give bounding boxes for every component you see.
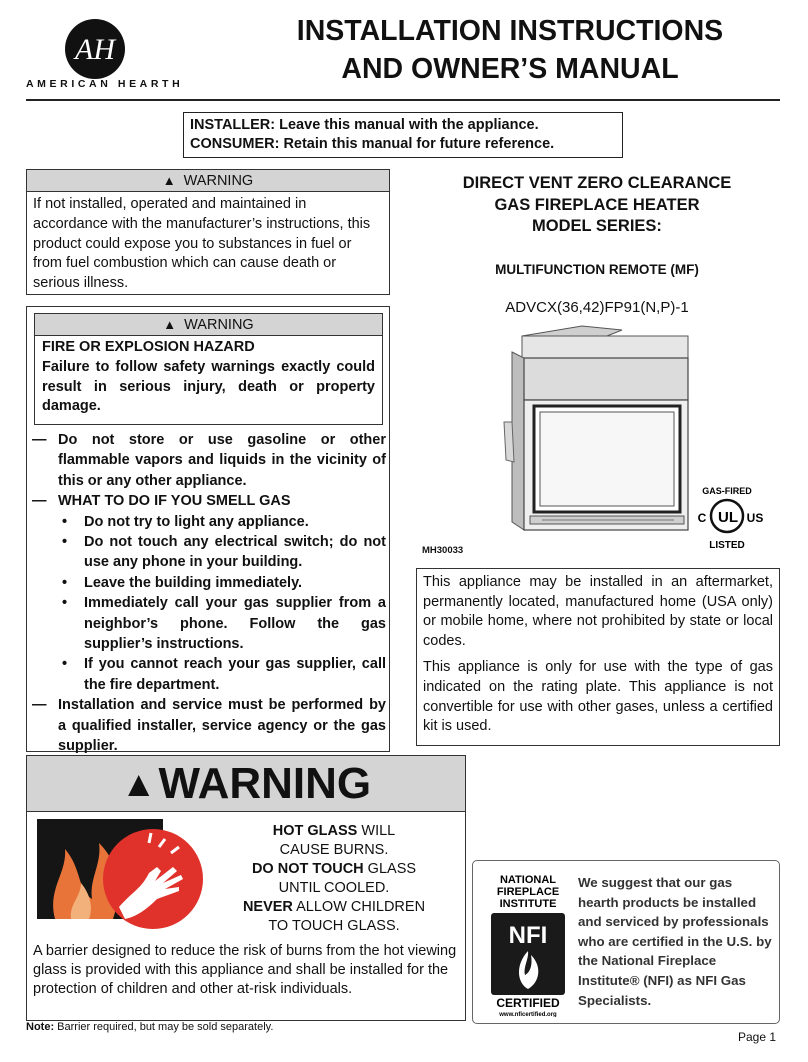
image-code: MH30033	[422, 545, 464, 556]
item-text: Installation and service must be performed by a qualified installer, service agency or the gas supplier.	[58, 697, 386, 755]
consumer-line: CONSUMER: Retain this manual for future reference.	[190, 136, 555, 152]
item-text: Do not try to light any appliance.	[84, 513, 309, 530]
list-subitem	[32, 532, 386, 573]
item-text: WHAT TO DO IF YOU SMELL GAS	[58, 493, 291, 510]
bullet-mark: •	[62, 656, 68, 673]
logo-line: INSTITUTE	[499, 898, 557, 910]
product-subtitle: MULTIFUNCTION REMOTE (MF)	[495, 262, 699, 277]
warning-text: If not installed, operated and maintained in accordance with the manufacturer’s instructions, this product could expose you to substances in fuel or from fuel combustion which can cause death or serious illness.	[33, 196, 371, 292]
gas-type-paragraph: This appliance is only for use with the type of gas indicated on the rating plate. This appliance is not convertible for use with other gases, unless a certified kit is used.	[423, 659, 773, 735]
logo-line: FIREPLACE	[496, 886, 560, 898]
gas-safety-list	[32, 430, 386, 757]
hazard-description: Failure to follow safety warnings exactly could result in serious injury, death or property damage.	[42, 358, 375, 415]
hot-glass-burn-icon	[37, 819, 205, 933]
barrier-note	[26, 1021, 273, 1033]
item-text: Leave the building immediately.	[84, 574, 303, 591]
brand-name: AMERICAN HEARTH	[26, 78, 184, 90]
list-subitem	[32, 593, 386, 654]
installation-notice-box	[416, 568, 780, 746]
list-subitem	[32, 512, 386, 532]
logo-mark: NFI	[508, 922, 548, 949]
message-line	[209, 898, 459, 917]
bullet-mark: •	[62, 513, 68, 530]
title-line-2: AND OWNER’S MANUAL	[341, 53, 679, 85]
warning-heading: WARNING	[158, 759, 372, 808]
page-title	[215, 12, 805, 88]
message-emphasis: HOT GLASS	[272, 823, 358, 839]
nfi-certified-logo	[485, 871, 571, 1017]
message-line	[209, 822, 459, 841]
cert-c-label: C	[697, 511, 707, 525]
note-text: Barrier required, but may be sold separately.	[54, 1021, 274, 1033]
note-label: Note:	[26, 1021, 55, 1033]
list-subitem	[32, 573, 386, 593]
message-text: WILL	[357, 823, 396, 839]
barrier-text: A barrier designed to reduce the risk of burns from the hot viewing glass is provided with this appliance and shall be installed for the protection of children and other at-risk individuals.	[33, 943, 457, 997]
message-line: TO TOUCH GLASS.	[268, 918, 400, 934]
message-line: UNTIL COOLED.	[278, 880, 390, 896]
fire-hazard-warning-box	[34, 313, 383, 425]
installer-notice	[183, 112, 623, 158]
substance-warning-box	[26, 169, 390, 295]
bullet-mark: •	[62, 534, 68, 551]
product-title-line: GAS FIREPLACE HEATER	[494, 195, 700, 214]
message-line	[209, 860, 459, 879]
list-item	[32, 491, 386, 511]
message-emphasis: DO NOT TOUCH	[251, 861, 364, 877]
page-number: Page 1	[738, 1030, 777, 1044]
title-line-1: INSTALLATION INSTRUCTIONS	[296, 15, 724, 47]
product-title-line: DIRECT VENT ZERO CLEARANCE	[462, 174, 732, 192]
cert-us-label: US	[746, 511, 764, 525]
warning-triangle-icon: ▲	[162, 173, 176, 188]
hot-glass-message	[209, 822, 459, 936]
logo-certified: CERTIFIED	[496, 996, 560, 1010]
logo-monogram: AH	[75, 33, 115, 66]
dash-mark: —	[32, 493, 47, 510]
message-line: CAUSE BURNS.	[279, 842, 389, 858]
logo-url: www.nficertified.org	[499, 1012, 557, 1017]
item-text: Do not touch any electrical switch; do not use any phone in your building.	[84, 534, 386, 571]
message-text: GLASS	[363, 861, 417, 877]
cert-top-label: GAS-FIRED	[702, 486, 752, 496]
item-text: If you cannot reach your gas supplier, call the fire department.	[84, 656, 386, 693]
item-text: Immediately call your gas supplier from a neighbor’s phone. Follow the gas supplier’s instructions.	[84, 595, 386, 653]
warning-triangle-icon: ▲	[163, 317, 177, 332]
bullet-mark: •	[62, 595, 68, 612]
warning-heading: WARNING	[183, 173, 254, 189]
list-subitem	[32, 654, 386, 695]
hazard-title: FIRE OR EXPLOSION HAZARD	[42, 339, 255, 355]
dash-mark: —	[32, 697, 47, 714]
message-emphasis: NEVER	[242, 899, 293, 915]
home-notice-paragraph: This appliance may be installed in an aftermarket, permanently located, manufactured home (USA only) or mobile home, where not prohibited by state or local codes.	[423, 574, 773, 649]
warning-triangle-icon: ▲	[120, 763, 157, 804]
list-item	[32, 695, 386, 756]
logo-line: NATIONAL	[499, 874, 557, 886]
hazard-text	[35, 336, 382, 419]
warning-header	[27, 170, 389, 192]
american-hearth-logo	[62, 18, 128, 80]
list-item	[32, 430, 386, 491]
cert-bottom-label: LISTED	[709, 540, 745, 551]
warning-header	[35, 314, 382, 336]
nfi-recommendation-box	[472, 860, 780, 1024]
dash-mark: —	[32, 432, 47, 448]
cert-ul-label: UL	[718, 509, 738, 526]
product-title	[412, 173, 782, 238]
installer-line: INSTALLER: Leave this manual with the appliance.	[190, 117, 539, 133]
warning-heading: WARNING	[184, 317, 254, 333]
product-title-line: MODEL SERIES:	[532, 217, 662, 235]
fireplace-illustration	[412, 322, 782, 558]
hot-glass-warning-box	[26, 755, 466, 1021]
bullet-mark: •	[62, 574, 68, 591]
item-text: Do not store or use gasoline or other flammable vapors and liquids in the vicinity of this or any other appliance.	[58, 432, 386, 489]
message-text: ALLOW CHILDREN	[292, 899, 426, 915]
hot-glass-warning-header	[27, 756, 465, 812]
nfi-recommendation-text: We suggest that our gas hearth products be installed and serviced by professionals who are certified in the U.S. by the National Fireplace Institute® (NFI) as NFI Gas Specialists.	[578, 875, 772, 1008]
model-number: ADVCX(36,42)FP91(N,P)-1	[505, 299, 689, 316]
header-rule	[26, 99, 780, 101]
